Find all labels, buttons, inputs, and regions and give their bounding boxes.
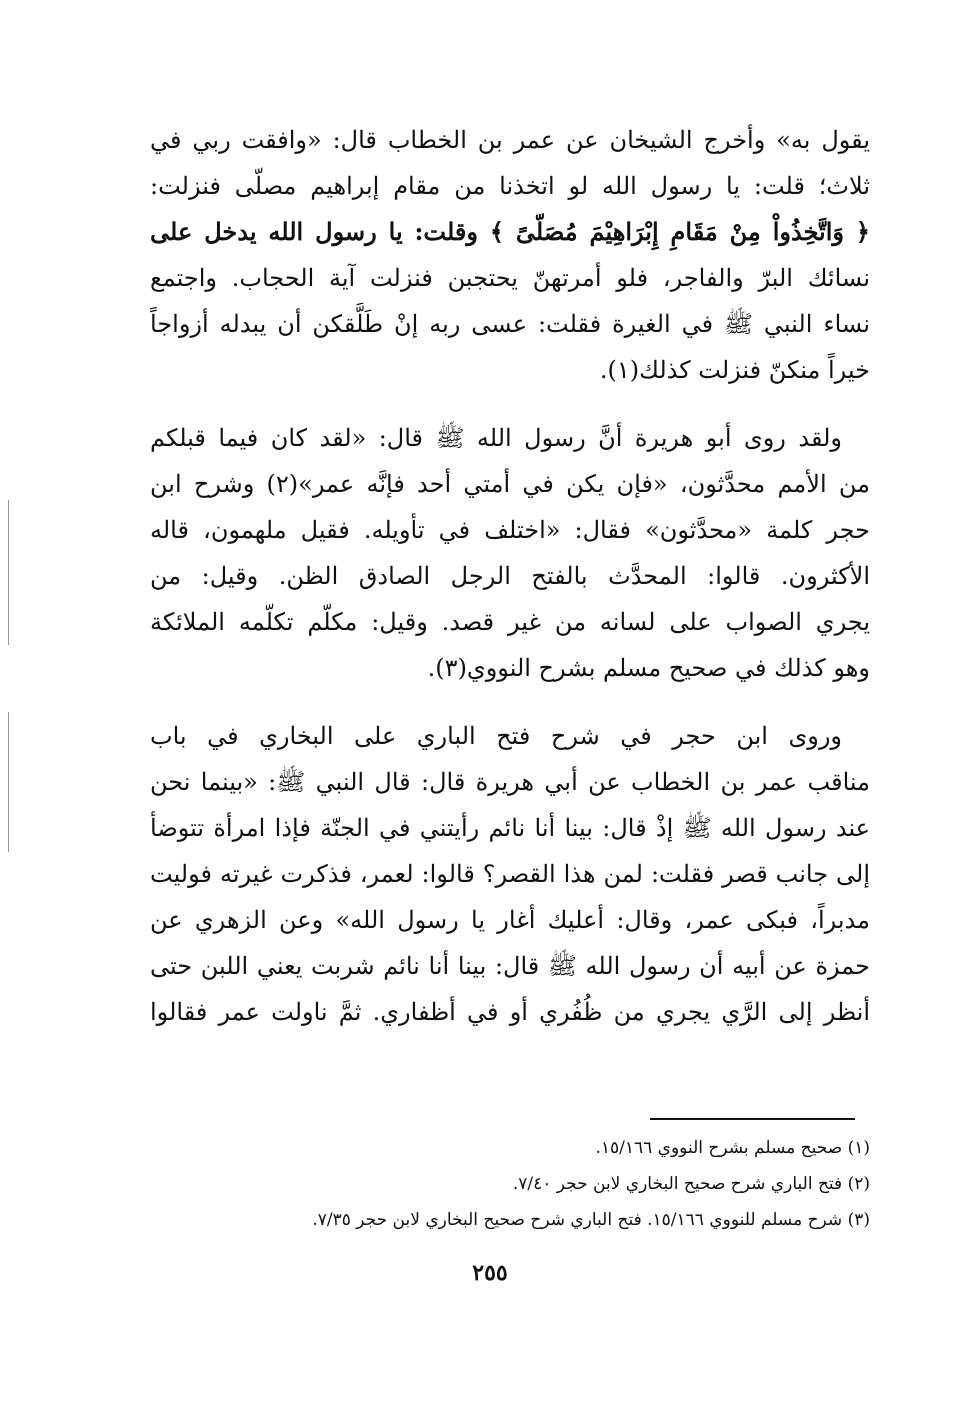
text-line: نسائك البرّ والفاجر، فلو أمرتهنّ يحتجبن فنزلت آية الحجاب. واجتمع — [150, 264, 870, 292]
text-line: حجر كلمة «محدَّثون» فقال: «اختلف في تأويله. فقيل ملهمون، قاله — [150, 516, 870, 544]
footnote-3: (٣) شرح مسلم للنووي ١٥/١٦٦. فتح الباري شرح صحيح البخاري لابن حجر ٧/٣٥. — [312, 1210, 870, 1230]
text-line: ثلاث؛ قلت: يا رسول الله لو اتخذنا من مقام إبراهيم مصلّى فنزلت: — [150, 172, 870, 200]
text-line: مناقب عمر بن الخطاب عن أبي هريرة قال: قال النبي ﷺ: «بينما نحن — [150, 768, 870, 796]
binding-edge-mark — [8, 500, 9, 645]
text-line: من الأمم محدَّثون، «فإن يكن في أمتي أحد فإنَّه عمر»(٢) وشرح ابن — [150, 470, 870, 498]
text-line: إلى جانب قصر فقلت: لمن هذا القصر؟ قالوا: لعمر، فذكرت غيرته فوليت — [150, 860, 870, 888]
text-line: أنظر إلى الرَّي يجري من ظُفُري أو في أظفاري. ثمَّ ناولت عمر فقالوا — [150, 998, 870, 1026]
quran-verse-line: ﴿ وَاتَّخِذُواْ مِنْ مَقَامِ إِبْرَاهِيْمَ مُصَلّىً ﴾ وقلت: يا رسول الله يدخل على — [150, 217, 870, 246]
paragraph-2 — [150, 415, 870, 691]
text-line: خيراً منكنّ فنزلت كذلك(١). — [599, 356, 870, 384]
footnote-2: (٢) فتح الباري شرح صحيح البخاري لابن حجر ٧/٤٠. — [512, 1174, 870, 1194]
main-text — [150, 117, 870, 1035]
text-line: يقول به» وأخرج الشيخان عن عمر بن الخطاب قال: «وافقت ربي في — [150, 126, 870, 154]
text-line: يجري الصواب على لسانه من غير قصد. وقيل: مكلّم تكلّمه الملائكة — [150, 608, 870, 636]
text-line: وروى ابن حجر في شرح فتح الباري على البخاري في باب — [150, 722, 843, 750]
text-line: نساء النبي ﷺ في الغيرة فقلت: عسى ربه إنْ طَلَّقكن أن يبدله أزواجاً — [150, 310, 870, 338]
text-line: وهو كذلك في صحيح مسلم بشرح النووي(٣). — [427, 654, 870, 682]
binding-edge-mark — [8, 712, 9, 852]
paragraph-3 — [150, 713, 870, 1035]
text-line: حمزة عن أبيه أن رسول الله ﷺ قال: بينا أنا نائم شربت يعني اللبن حتى — [150, 952, 870, 980]
paragraph-1 — [150, 117, 870, 393]
text-line: عند رسول الله ﷺ إذْ قال: بينا أنا نائم رأيتني في الجنّة فإذا امرأة تتوضأ — [150, 814, 870, 842]
footnote-1: (١) صحيح مسلم بشرح النووي ١٥/١٦٦. — [595, 1138, 870, 1158]
text-line: مدبراً، فبكى عمر، وقال: أعليك أغار يا رسول الله» وعن الزهري عن — [150, 906, 870, 934]
page-number: ٢٥٥ — [472, 1260, 508, 1286]
text-line: ولقد روى أبو هريرة أنَّ رسول الله ﷺ قال: «لقد كان فيما قبلكم — [150, 424, 842, 452]
text-line: الأكثرون. قالوا: المحدَّث بالفتح الرجل الصادق الظن. وقيل: من — [150, 562, 870, 590]
footnotes — [150, 1130, 870, 1238]
footnote-separator — [650, 1118, 855, 1120]
